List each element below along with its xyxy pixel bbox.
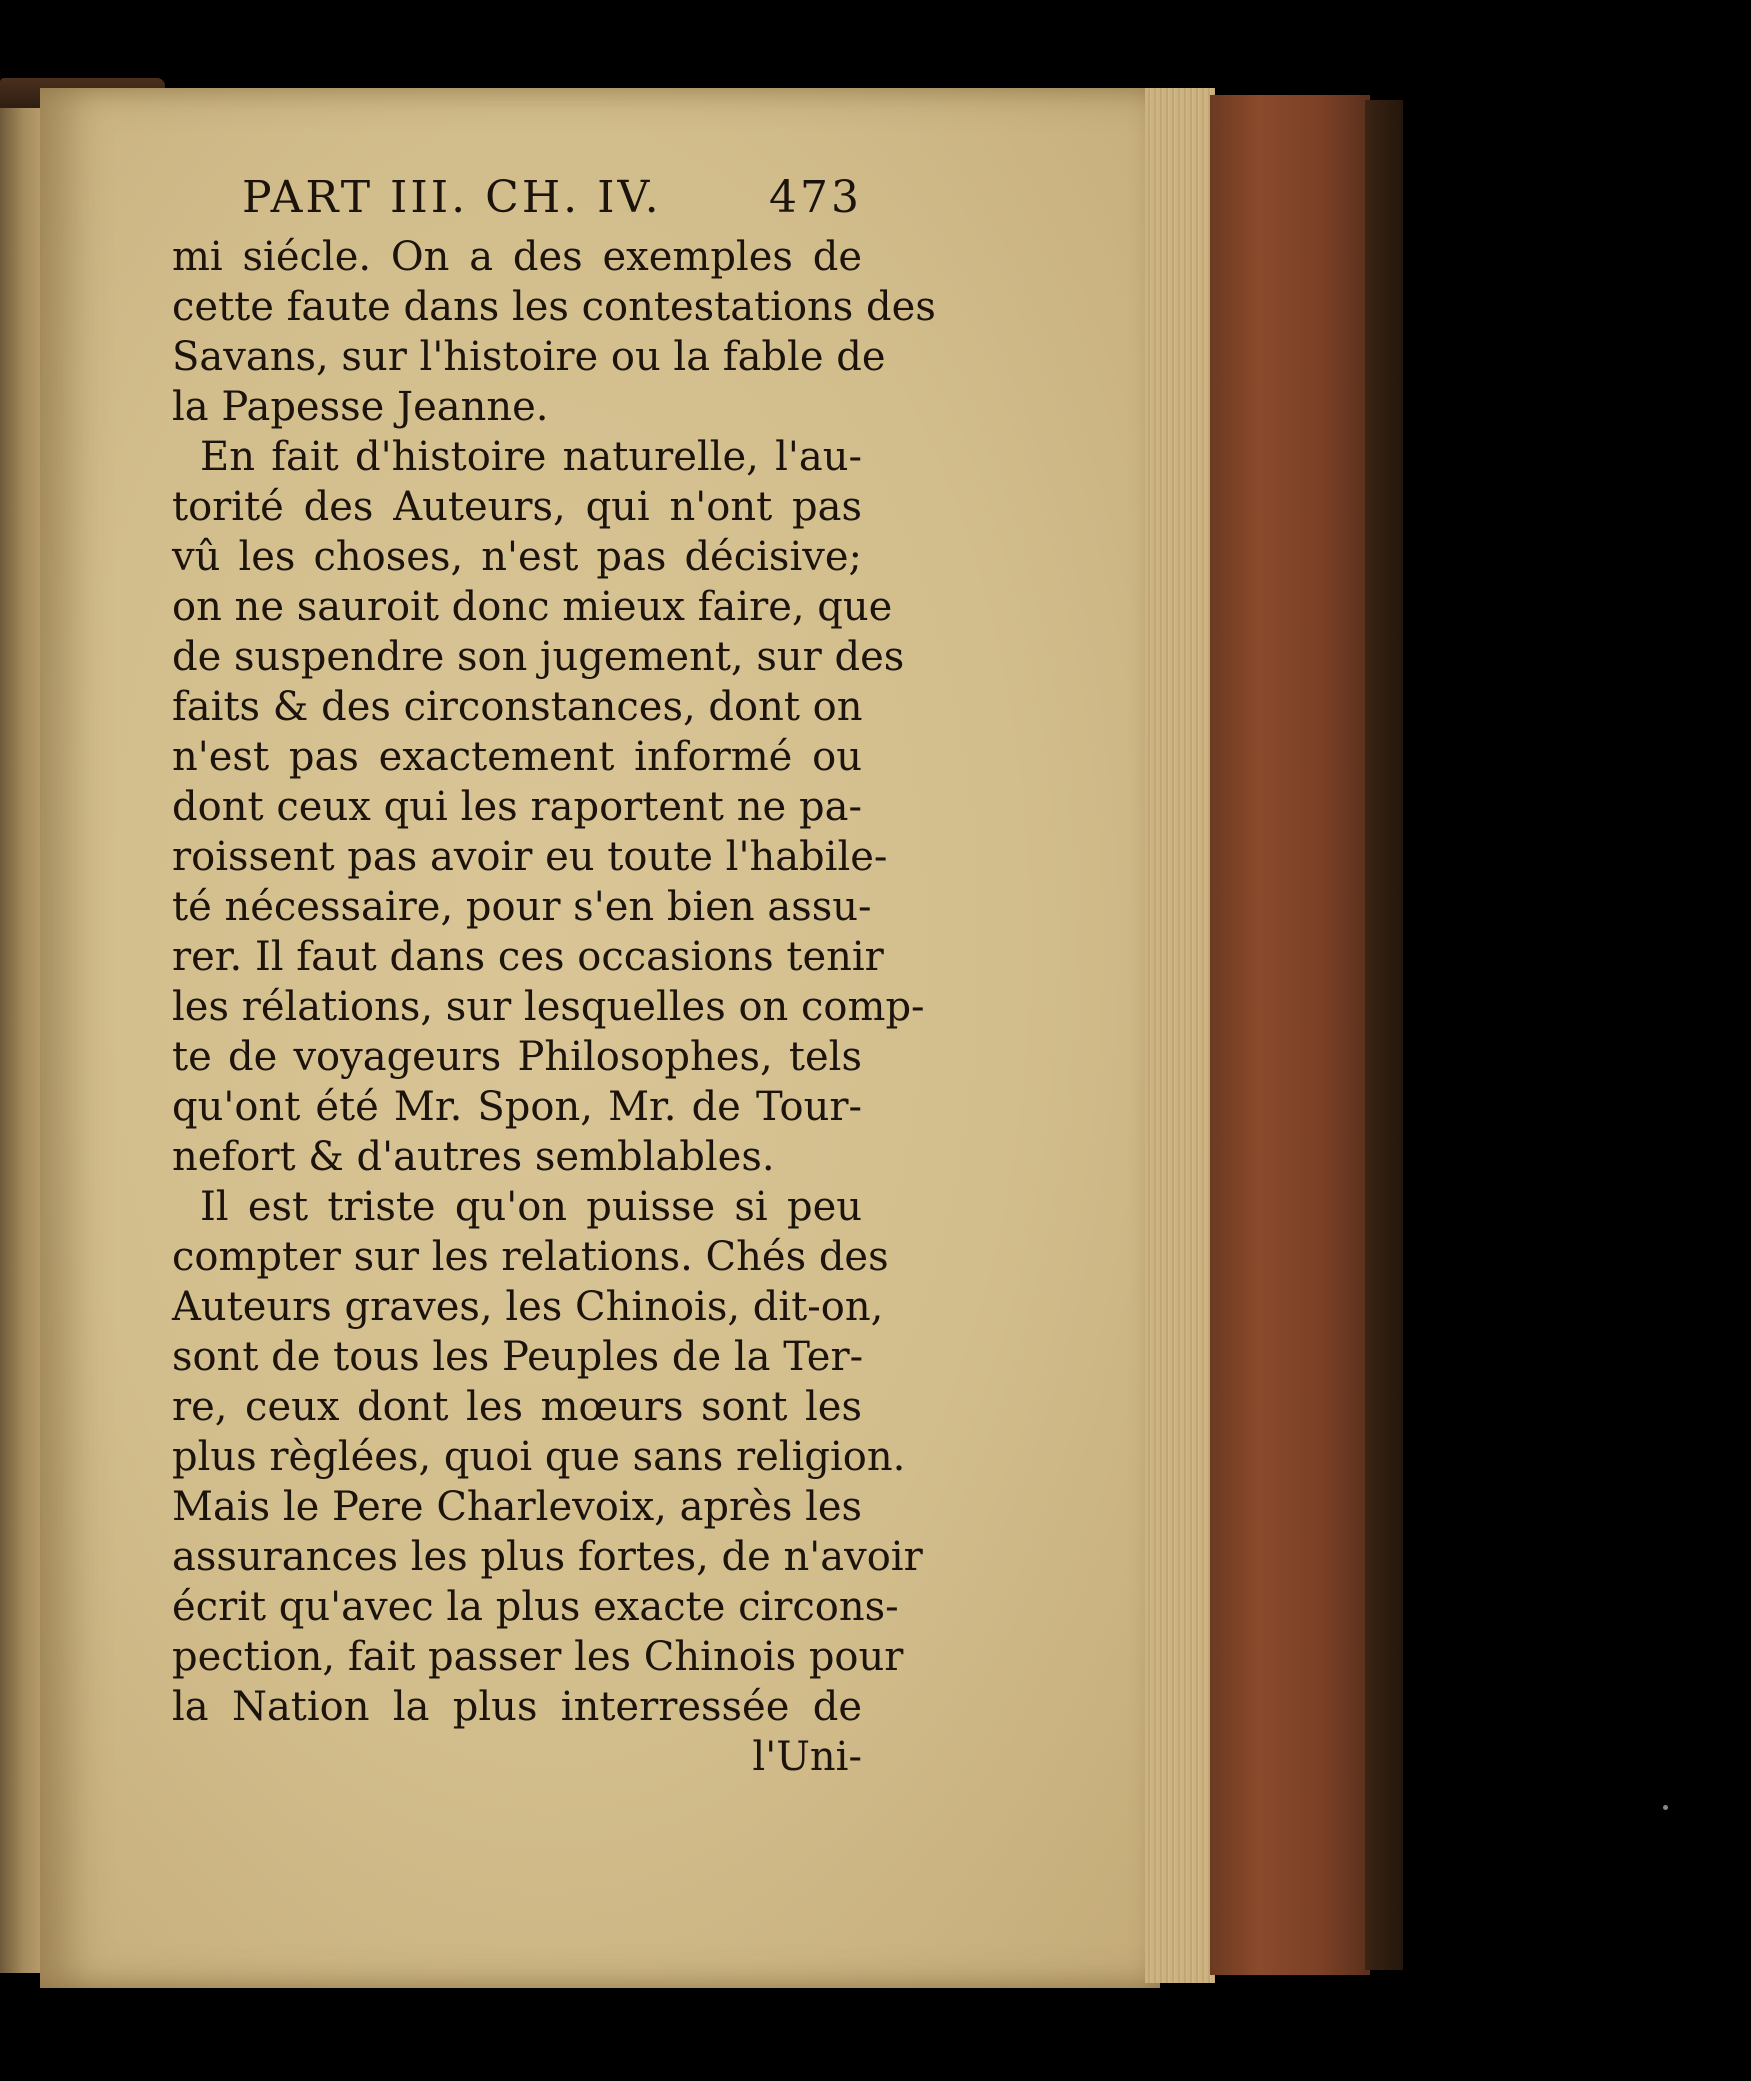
text-line: torité des Auteurs, qui n'ont pas (172, 484, 862, 530)
text-line: re, ceux dont les mœurs sont les (172, 1384, 862, 1430)
text-line: Savans, sur l'histoire ou la fable de (172, 334, 886, 380)
text-line: qu'ont été Mr. Spon, Mr. de Tour- (172, 1084, 862, 1130)
text-line: de suspendre son jugement, sur des (172, 634, 905, 680)
text-line: écrit qu'avec la plus exacte circons- (172, 1584, 899, 1630)
page-header (172, 172, 862, 232)
text-block-side (1210, 95, 1370, 1975)
text-line: roissent pas avoir eu toute l'habile- (172, 834, 888, 880)
text-line: on ne sauroit donc mieux faire, que (172, 584, 893, 630)
text-line: la Papesse Jeanne. (172, 384, 549, 430)
text-line: Il est triste qu'on puisse si peu (200, 1184, 862, 1230)
text-line: plus règlées, quoi que sans religion. (172, 1434, 906, 1480)
catchword: l'Uni- (752, 1734, 862, 1780)
right-cover-edge (1365, 100, 1403, 1970)
text-line: assurances les plus fortes, de n'avoir (172, 1534, 923, 1580)
text-line: cette faute dans les contestations des (172, 284, 936, 330)
text-line: la Nation la plus interressée de (172, 1684, 862, 1730)
text-line: n'est pas exactement informé ou (172, 734, 862, 780)
text-line: sont de tous les Peuples de la Ter- (172, 1334, 864, 1380)
running-title: PART III. CH. IV. (242, 172, 662, 223)
text-line: les rélations, sur lesquelles on comp- (172, 984, 925, 1030)
text-line: té nécessaire, pour s'en bien assu- (172, 884, 872, 930)
page-number: 473 (769, 172, 862, 223)
text-line: dont ceux qui les raportent ne pa- (172, 784, 862, 830)
text-line: rer. Il faut dans ces occasions tenir (172, 934, 884, 980)
text-line: nefort & d'autres semblables. (172, 1134, 775, 1180)
text-line: mi siécle. On a des exemples de (172, 234, 862, 280)
text-line: En fait d'histoire naturelle, l'au- (200, 434, 862, 480)
page-text (172, 172, 936, 1782)
text-line: compter sur les relations. Chés des (172, 1234, 889, 1280)
text-line: pection, fait passer les Chinois pour (172, 1634, 904, 1680)
text-line: Auteurs graves, les Chinois, dit-on, (172, 1284, 884, 1330)
dust-speck (1663, 1805, 1668, 1810)
page-edges (1145, 88, 1215, 1983)
text-line: Mais le Pere Charlevoix, après les (172, 1484, 863, 1530)
text-line: te de voyageurs Philosophes, tels (172, 1034, 862, 1080)
text-line: faits & des circonstances, dont on (172, 684, 863, 730)
text-line: vû les choses, n'est pas décisive; (172, 534, 862, 580)
